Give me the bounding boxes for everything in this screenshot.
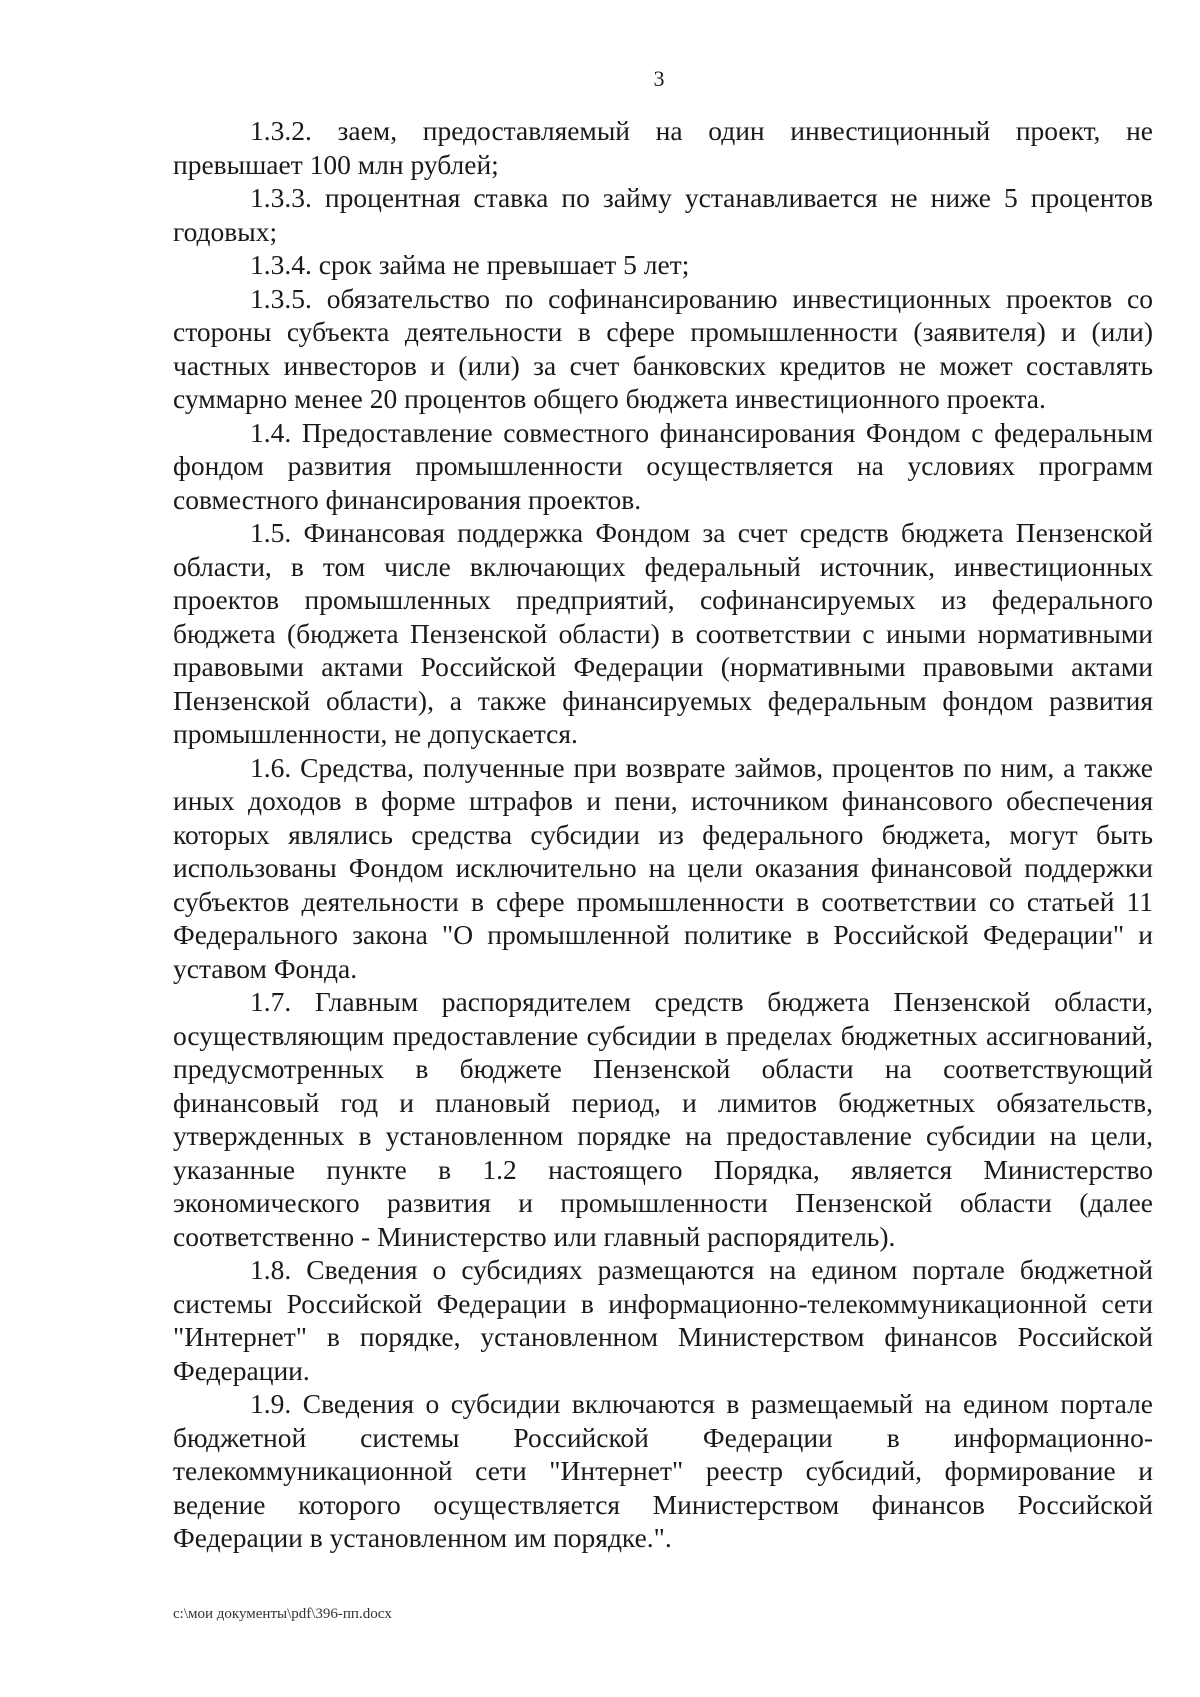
page-number: 3 — [653, 66, 665, 91]
paragraph-1-3-2: 1.3.2. заем, предоставляемый на один инвестиционный проект, не превышает 100 млн рублей; — [173, 115, 1153, 180]
file-path-footer: c:\мои документы\pdf\396-пп.docx — [173, 1606, 392, 1622]
paragraph-1-7: 1.7. Главным распорядителем средств бюджета Пензенской области, осуществляющим предоставление субсидии в пределах бюджетных ассигнований, предусмотренных в бюджете Пензенской области на соответствующий финансовый год и плановый период, и лимитов бюджетных обязательств, утвержденных в установленном порядке на предоставление субсидии на цели, указанные пункте в 1.2 настоящего Порядка, является Министерство экономического развития и промышленности Пензенской области (далее соответственно - Министерство или главный распорядитель). — [173, 986, 1153, 1252]
paragraph-1-3-3: 1.3.3. процентная ставка по займу устанавливается не ниже 5 процентов годовых; — [173, 182, 1153, 247]
paragraph-1-3-5: 1.3.5. обязательство по софинансированию инвестиционных проектов со стороны субъекта деятельности в сфере промышленности (заявителя) и (или) частных инвесторов и (или) за счет банковских кредитов не может составлять суммарно менее 20 процентов общего бюджета инвестиционного проекта. — [173, 282, 1153, 414]
paragraph-1-3-4: 1.3.4. срок займа не превышает 5 лет; — [250, 249, 690, 280]
paragraph-1-8: 1.8. Сведения о субсидиях размещаются на едином портале бюджетной системы Российской Федерации в информационно-телекоммуникационной сети "Интернет" в порядке, установленном Министерством финансов Российской Федерации. — [173, 1254, 1153, 1386]
paragraph-1-5: 1.5. Финансовая поддержка Фондом за счет средств бюджета Пензенской области, в том числе включающих федеральный источник, инвестиционных проектов промышленных предприятий, софинансируемых из федерального бюджета (бюджета Пензенской области) в соответствии с иными нормативными правовыми актами Российской Федерации (нормативными правовыми актами Пензенской области), а также финансируемых федеральным фондом развития промышленности, не допускается. — [173, 517, 1153, 749]
paragraph-1-6: 1.6. Средства, полученные при возврате займов, процентов по ним, а также иных доходов в форме штрафов и пени, источником финансового обеспечения которых являлись средства субсидии из федерального бюджета, могут быть использованы Фондом исключительно на цели оказания финансовой поддержки субъектов деятельности в сфере промышленности в соответствии со статьей 11 Федерального закона "О промышленной политике в Российской Федерации" и уставом Фонда. — [173, 751, 1153, 984]
paragraph-1-4: 1.4. Предоставление совместного финансирования Фондом с федеральным фондом развития промышленности осуществляется на условиях программ совместного финансирования проектов. — [173, 416, 1153, 515]
paragraph-1-9: 1.9. Сведения о субсидии включаются в размещаемый на едином портале бюджетной системы Российской Федерации в информационно-телекоммуникационной сети "Интернет" реестр субсидий, формирование и ведение которого осуществляется Министерством финансов Российской Федерации в установленном им порядке.". — [173, 1388, 1153, 1553]
document-body — [173, 114, 1153, 1555]
